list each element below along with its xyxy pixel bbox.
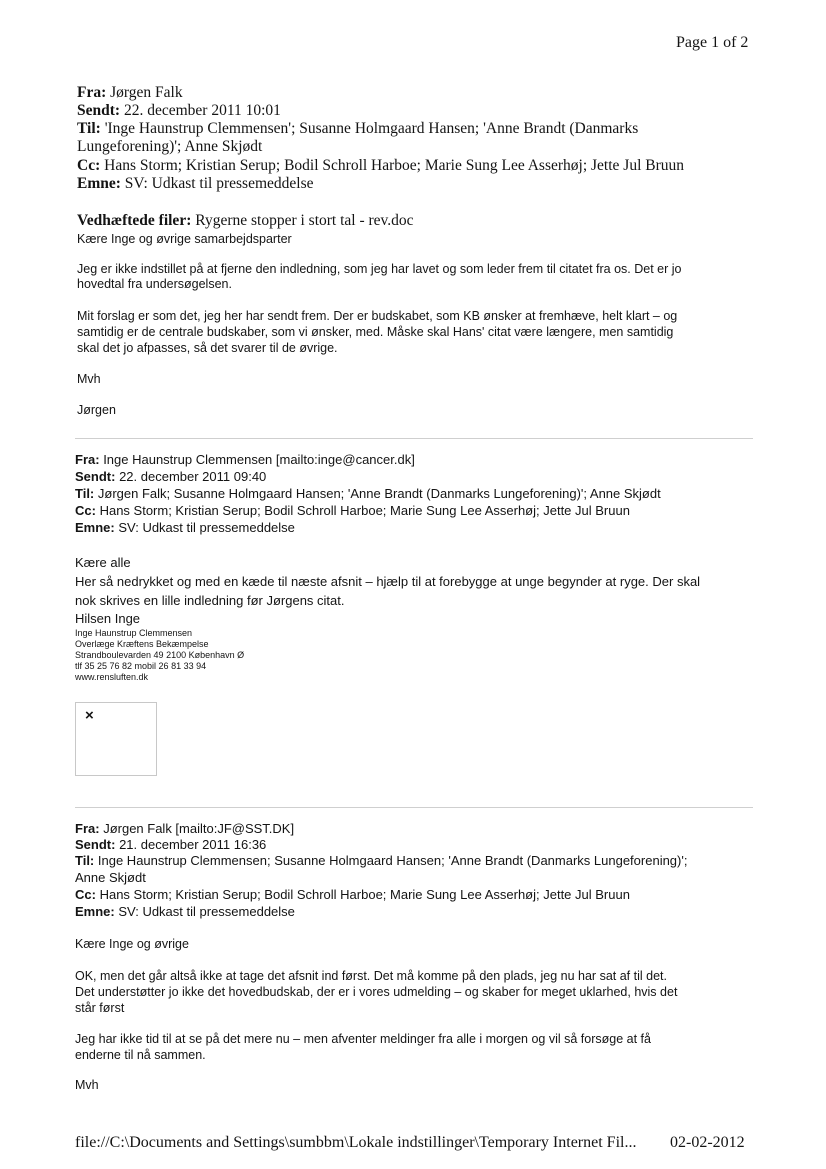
email2-paragraph1-line2: nok skrives en lille indledning før Jørgens citat. — [75, 593, 345, 608]
email1-cc-value: Hans Storm; Kristian Serup; Bodil Schroll Harboe; Marie Sung Lee Asserhøj; Jette Jul Bruun — [104, 157, 685, 174]
footer-date: 02-02-2012 — [670, 1134, 745, 1151]
email1-paragraph2-line2: samtidig er de centrale budskaber, som vi ønsker, med. Måske skal Hans' citat være længere, men samtidig — [77, 325, 674, 339]
email2-sig-phone: tlf 35 25 76 82 mobil 26 81 33 94 — [75, 661, 207, 671]
email2-sig-name: Inge Haunstrup Clemmensen — [75, 628, 193, 638]
email3-cc-row — [75, 886, 630, 903]
email3-sent-label: Sendt: — [75, 837, 116, 852]
email2-to-row — [75, 485, 661, 502]
email1-attachment-link[interactable]: Rygerne stopper i stort tal - rev.doc — [195, 212, 414, 229]
email2-sig-title: Overlæge Kræftens Bekæmpelse — [75, 639, 209, 649]
email2-greeting: Kære alle — [75, 555, 131, 570]
email1-sent-row — [77, 102, 281, 121]
email2-subject-value: SV: Udkast til pressemeddelse — [118, 520, 295, 535]
broken-image-icon: × — [85, 707, 94, 724]
email1-attachment-label: Vedhæftede filer: — [77, 212, 192, 229]
footer-file-path: file://C:\Documents and Settings\sumbbm\Lokale indstillinger\Temporary Internet Fil... — [75, 1134, 637, 1151]
email3-paragraph2-line1: Jeg har ikke tid til at se på det mere nu – men afventer meldinger fra alle i morgen og vil så forsøge at få — [75, 1032, 651, 1046]
email2-from-row — [75, 451, 415, 468]
email1-attachment-row — [77, 212, 414, 231]
email2-sent-label: Sendt: — [75, 469, 116, 484]
email2-to-label: Til: — [75, 486, 95, 501]
email2-closing: Hilsen Inge — [75, 611, 141, 626]
email1-signature: Jørgen — [77, 403, 116, 417]
divider-1 — [75, 438, 753, 439]
email1-subject-label: Emne: — [77, 175, 121, 192]
email2-cc-row — [75, 502, 630, 519]
email3-subject-row — [75, 903, 295, 920]
email1-to-row — [77, 120, 638, 139]
email3-to-value: Inge Haunstrup Clemmensen; Susanne Holmgaard Hansen; 'Anne Brandt (Danmarks Lungeforening)'; — [97, 853, 688, 868]
email1-paragraph2-line1: Mit forslag er som det, jeg her har sendt frem. Der er budskabet, som KB ønsker at fremhæve, helt klart – og — [77, 309, 678, 323]
email1-cc-label: Cc: — [77, 157, 101, 174]
email1-from-label: Fra: — [77, 84, 107, 101]
email2-from-label: Fra: — [75, 452, 100, 467]
email3-from-label: Fra: — [75, 821, 100, 836]
broken-image-placeholder — [75, 702, 157, 776]
email1-subject-value: SV: Udkast til pressemeddelse — [124, 175, 314, 192]
email2-sent-value: 22. december 2011 09:40 — [119, 469, 267, 484]
email1-closing: Mvh — [77, 372, 101, 386]
email1-paragraph1-line2: hovedtal fra undersøgelsen. — [77, 277, 232, 291]
email1-to-value: 'Inge Haunstrup Clemmensen'; Susanne Holmgaard Hansen; 'Anne Brandt (Danmarks — [104, 120, 639, 137]
email2-cc-value: Hans Storm; Kristian Serup; Bodil Schroll Harboe; Marie Sung Lee Asserhøj; Jette Jul Bruun — [99, 503, 630, 518]
email1-from-value: Jørgen Falk — [110, 84, 183, 101]
email1-paragraph2-line3: skal det jo afpasses, så det svarer til de øvrige. — [77, 341, 338, 355]
email3-cc-label: Cc: — [75, 887, 96, 902]
email3-to-continued: Anne Skjødt — [75, 870, 146, 885]
email3-paragraph1-line2: Det understøtter jo ikke det hovedbudskab, der er i vores udmelding – og skaber for meget uklarhed, hvis det — [75, 985, 678, 999]
email3-paragraph1-line1: OK, men det går altså ikke at tage det afsnit ind først. Det må komme på den plads, jeg nu har sat af til det. — [75, 969, 667, 983]
email3-paragraph1-line3: står først — [75, 1001, 125, 1015]
page-number: Page 1 of 2 — [676, 34, 749, 51]
email3-sent-value: 21. december 2011 16:36 — [119, 837, 267, 852]
email3-greeting: Kære Inge og øvrige — [75, 937, 189, 951]
email2-cc-label: Cc: — [75, 503, 96, 518]
email3-to-row — [75, 852, 687, 869]
email1-subject-row — [77, 175, 314, 194]
email3-subject-value: SV: Udkast til pressemeddelse — [118, 904, 295, 919]
email1-cc-row — [77, 157, 684, 176]
email2-to-value: Jørgen Falk; Susanne Holmgaard Hansen; 'Anne Brandt (Danmarks Lungeforening)'; Anne Skjødt — [97, 486, 661, 501]
email3-paragraph2-line2: enderne til nå sammen. — [75, 1048, 206, 1062]
email2-subject-row — [75, 519, 295, 536]
email3-cc-value: Hans Storm; Kristian Serup; Bodil Schroll Harboe; Marie Sung Lee Asserhøj; Jette Jul Bruun — [99, 887, 630, 902]
email2-from-value: Inge Haunstrup Clemmensen [mailto:inge@cancer.dk] — [103, 452, 415, 467]
email3-closing: Mvh — [75, 1078, 99, 1092]
email2-paragraph1-line1: Her så nedrykket og med en kæde til næste afsnit – hjælp til at forebygge at unge begynder at ryge. Der skal — [75, 574, 701, 589]
email2-sig-address: Strandboulevarden 49 2100 København Ø — [75, 650, 245, 660]
email1-from-row — [77, 84, 183, 103]
email2-sig-website-link[interactable]: www.rensluften.dk — [75, 672, 149, 682]
email2-subject-label: Emne: — [75, 520, 115, 535]
divider-2 — [75, 807, 753, 808]
email3-to-label: Til: — [75, 853, 95, 868]
email3-from-row — [75, 820, 294, 837]
email2-sent-row — [75, 468, 266, 485]
email1-sent-value: 22. december 2011 10:01 — [123, 102, 281, 119]
email3-subject-label: Emne: — [75, 904, 115, 919]
email1-to-label: Til: — [77, 120, 101, 137]
email3-from-value: Jørgen Falk [mailto:JF@SST.DK] — [103, 821, 295, 836]
email1-paragraph1-line1: Jeg er ikke indstillet på at fjerne den indledning, som jeg har lavet og som leder frem til citatet fra os. Det er jo — [77, 262, 682, 276]
email1-sent-label: Sendt: — [77, 102, 121, 119]
email1-greeting: Kære Inge og øvrige samarbejdsparter — [77, 232, 292, 246]
email3-sent-row — [75, 836, 266, 853]
email1-to-continued: Lungeforening)'; Anne Skjødt — [77, 138, 263, 155]
